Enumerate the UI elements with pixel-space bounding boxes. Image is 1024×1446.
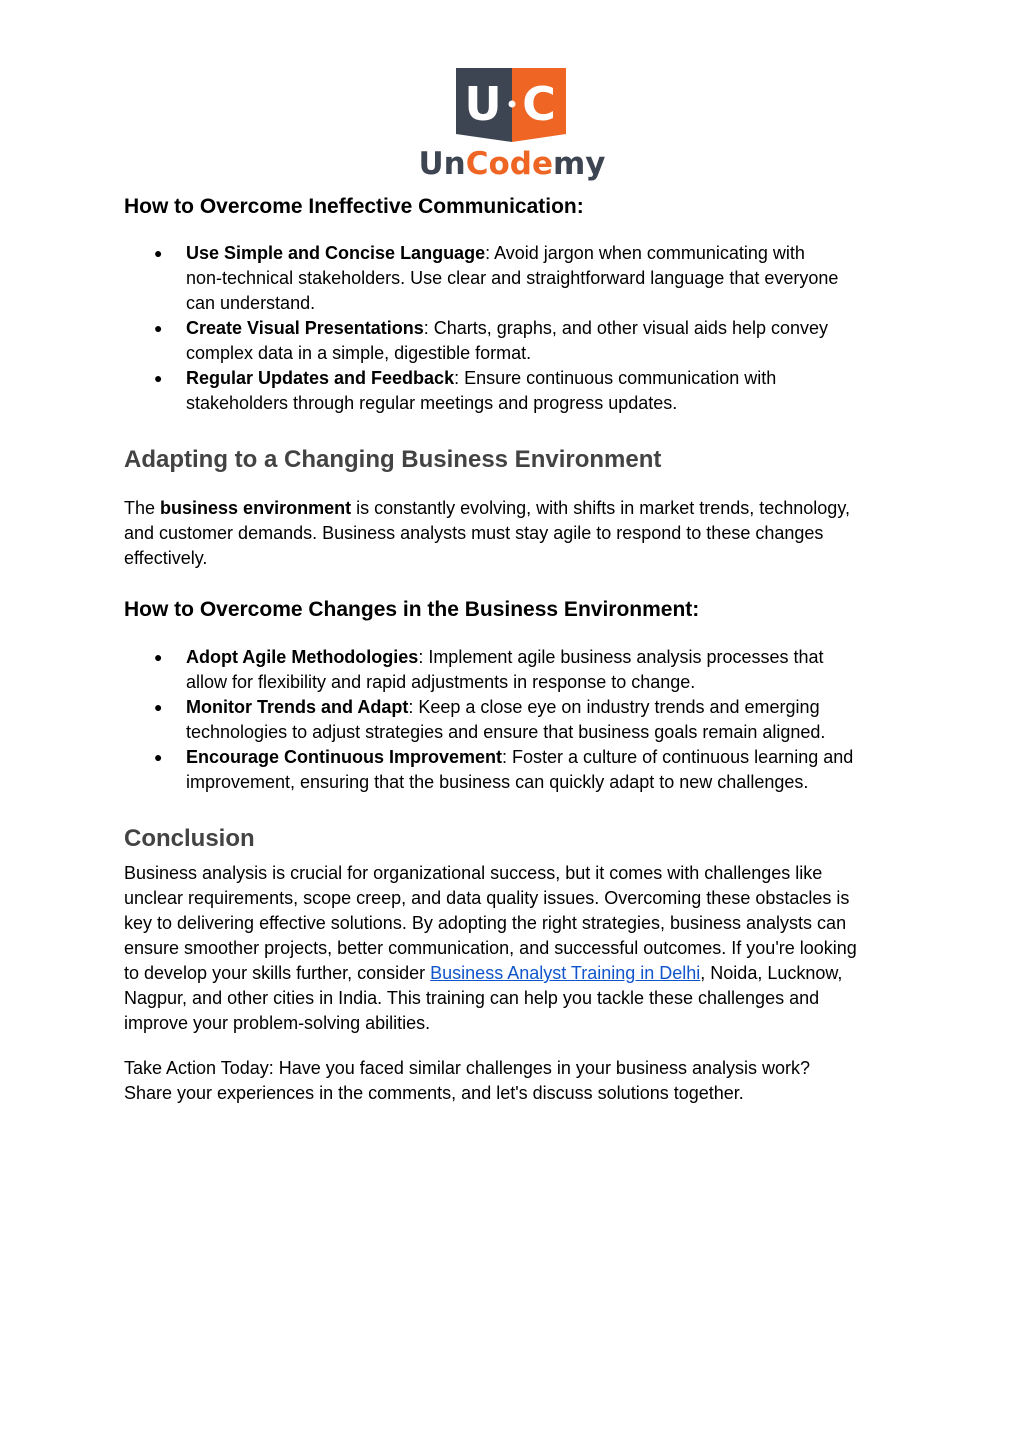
bullet-icon: ●	[154, 370, 163, 386]
paragraph-text: Take Action Today: Have you faced similar challenges in your business analysis work?	[124, 1058, 811, 1078]
heading-overcome-changes: How to Overcome Changes in the Business Environment:	[124, 598, 700, 621]
item-title: Regular Updates and Feedback	[186, 368, 455, 388]
heading-ineffective-communication: How to Overcome Ineffective Communication:	[124, 195, 584, 218]
bullet-icon: ●	[154, 649, 163, 665]
item-text: improvement, ensuring that the business can quickly adapt to new challenges.	[186, 772, 809, 792]
heading-conclusion: Conclusion	[124, 825, 255, 852]
paragraph-text: , Noida, Lucknow,	[700, 963, 843, 983]
list-item	[124, 241, 896, 316]
business-analyst-training-link[interactable]: Business Analyst Training in Delhi	[430, 963, 701, 983]
paragraph-text: improve your problem-solving abilities.	[124, 1013, 431, 1033]
item-text: : Implement agile business analysis processes that	[418, 647, 824, 667]
paragraph-text: key to delivering effective solutions. By adopting the right strategies, business analysts can	[124, 913, 847, 933]
list-item	[124, 695, 896, 745]
item-title: Use Simple and Concise Language	[186, 243, 486, 263]
paragraph-text: to develop your skills further, consider	[124, 963, 431, 983]
list-item	[124, 745, 896, 795]
item-text: : Ensure continuous communication with	[454, 368, 777, 388]
bullet-icon: ●	[154, 699, 163, 715]
bullet-icon: ●	[154, 749, 163, 765]
paragraph-business-environment	[124, 496, 896, 571]
paragraph-text: unclear requirements, scope creep, and data quality issues. Overcoming these obstacles is	[124, 888, 850, 908]
paragraph-text: Nagpur, and other cities in India. This training can help you tackle these challenges and	[124, 988, 820, 1008]
paragraph-text: ensure smoother projects, better communication, and successful outcomes. If you're looking	[124, 938, 857, 958]
item-title: Adopt Agile Methodologies	[186, 647, 419, 667]
item-title: Monitor Trends and Adapt	[186, 697, 409, 717]
list-item	[124, 316, 896, 366]
paragraph-text: Share your experiences in the comments, and let's discuss solutions together.	[124, 1083, 744, 1103]
uncodemy-logo	[412, 64, 612, 182]
item-text: : Foster a culture of continuous learning and	[502, 747, 854, 767]
item-text: : Charts, graphs, and other visual aids help convey	[423, 318, 829, 338]
paragraph-bold: business environment	[160, 498, 352, 518]
logo-letter-c: C	[522, 77, 556, 131]
item-text: can understand.	[186, 293, 316, 313]
list-item	[124, 366, 896, 416]
item-text: stakeholders through regular meetings and progress updates.	[186, 393, 678, 413]
paragraph-text: effectively.	[124, 548, 208, 568]
item-text: : Avoid jargon when communicating with	[485, 243, 805, 263]
item-text: allow for flexibility and rapid adjustments in response to change.	[186, 672, 696, 692]
item-text: non-technical stakeholders. Use clear and straightforward language that everyone	[186, 268, 839, 288]
bullet-icon: ●	[154, 320, 163, 336]
heading-changing-environment: Adapting to a Changing Business Environment	[124, 446, 662, 473]
list-ineffective-communication	[124, 241, 896, 416]
logo-word-un: Un	[418, 146, 466, 182]
list-overcome-changes	[124, 645, 896, 795]
bullet-icon: ●	[154, 245, 163, 261]
item-text: complex data in a simple, digestible format.	[186, 343, 532, 363]
paragraph-text: The	[124, 498, 161, 518]
uncodemy-logo-mark	[412, 64, 612, 146]
paragraph-text: and customer demands. Business analysts must stay agile to respond to these changes	[124, 523, 824, 543]
item-text: technologies to adjust strategies and ensure that business goals remain aligned.	[186, 722, 826, 742]
item-title: Create Visual Presentations	[186, 318, 424, 338]
logo-word-my: my	[553, 146, 606, 182]
paragraph-call-to-action	[124, 1056, 896, 1106]
item-text: : Keep a close eye on industry trends and emerging	[408, 697, 820, 717]
logo-word-code: Code	[465, 146, 553, 182]
item-title: Encourage Continuous Improvement	[186, 747, 503, 767]
paragraph-conclusion	[124, 861, 896, 1036]
paragraph-text: Business analysis is crucial for organizational success, but it comes with challenges like	[124, 863, 823, 883]
paragraph-text: is constantly evolving, with shifts in market trends, technology,	[351, 498, 850, 518]
logo-letter-u: U	[464, 77, 502, 131]
list-item	[124, 645, 896, 695]
logo-wordmark	[412, 146, 612, 182]
